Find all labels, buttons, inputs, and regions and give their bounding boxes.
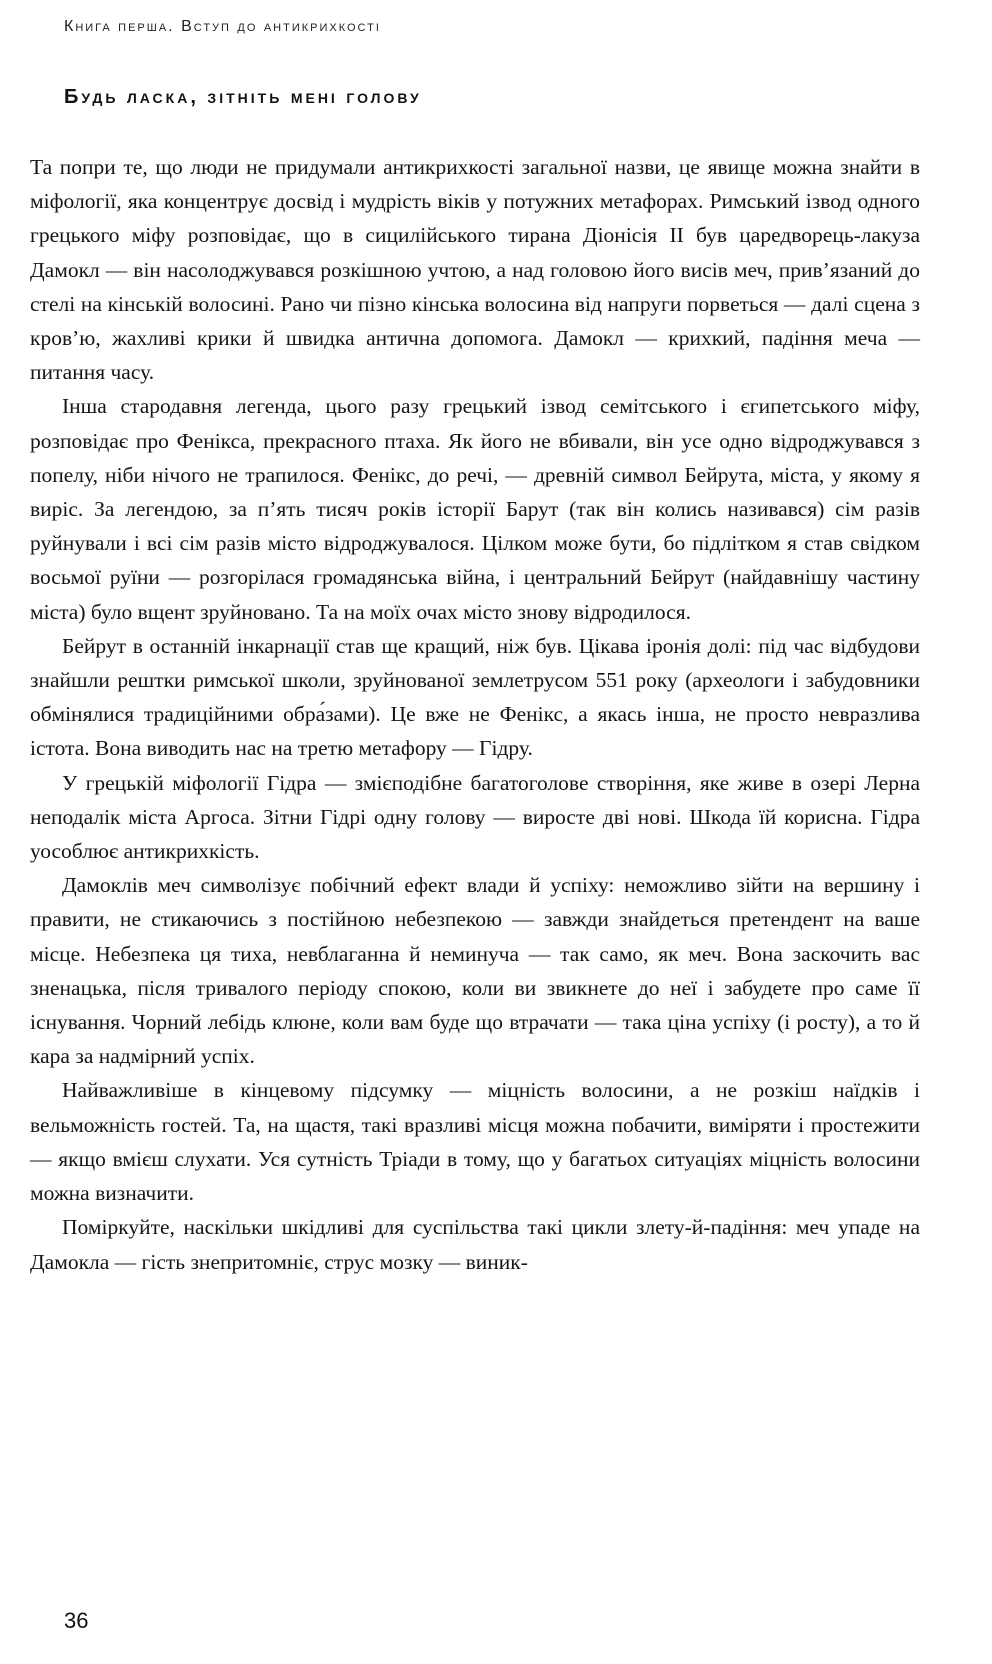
paragraph: Інша стародавня легенда, цього разу грецький ізвод семітського і єгипетського міфу, розповідає про Фенікса, прекрасного птаха. Як його не вбивали, він усе одно відроджувався з попелу, ніби нічого не трапилося. Фенікс, до речі, — древній символ Бейрута, міста, у якому я виріс. За легендою, за п’ять тисяч років історії Барут (так він колись називався) сім разів руйнували і всі сім разів місто відроджувалося. Цілком може бути, бо підлітком я став свідком восьмої руїни — розгорілася громадянська війна, і центральний Бейрут (найдавнішу частину міста) було вщент зруйновано. Та на моїх очах місто знову відродилося.: [30, 394, 920, 624]
paragraph: Бейрут в останній інкарнації став ще кращий, ніж був. Цікава іронія долі: під час відбудови знайшли рештки римської школи, зруйнованої землетрусом 551 року (археологи і забудовники обмінялися традиційними обра́зами). Це вже не Фенікс, а якась інша, не просто невразлива істота. Вона виводить нас на третю метафору — Гідру.: [30, 633, 920, 761]
section-title: Будь ласка, зітніть мені голову: [64, 86, 422, 108]
paragraph: Поміркуйте, наскільки шкідливі для суспільства такі цикли злету-й-падіння: меч упаде на Дамокла — гість знепритомніє, струс мозку — виник-: [30, 1215, 920, 1274]
paragraph: У грецькій міфології Гідра — змієподібне багатоголове створіння, яке живе в озері Лерна неподалік міста Аргоса. Зітни Гідрі одну голову — виросте дві нові. Шкода їй корисна. Гідра уособлює антикрихкість.: [30, 770, 920, 864]
paragraph: Дамоклів меч символізує побічний ефект влади й успіху: неможливо зійти на вершину і правити, не стикаючись з постійною небезпекою — завжди знайдеться претендент на ваше місце. Небезпека ця тиха, невблаганна й неминуча — так само, як меч. Вона заскочить вас зненацька, після тривалого періоду спокою, коли ви звикнете до неї і забудете про саме її існування. Чорний лебідь клюне, коли вам буде що втрачати — така ціна успіху (і росту), а то й кара за надмірний успіх.: [30, 873, 920, 1069]
running-head: Книга перша. Вступ до антикрихкості: [64, 18, 381, 35]
page-number: 36: [64, 1608, 89, 1633]
paragraph: Та попри те, що люди не придумали антикрихкості загальної назви, це явище можна знайти в міфології, яка концентрує досвід і мудрість віків у потужних метафорах. Римський ізвод одного грецького міфу розповідає, що в сицилійського тирана Діонісія II був царедворець-лакуза Дамокл — він насолоджувався розкішною учтою, а над головою його висів меч, прив’язаний до стелі на кінській волосині. Рано чи пізно кінська волосина від напруги порветься — далі сцена з кров’ю, жахливі крики й швидка антична допомога. Дамокл — крихкий, падіння меча — питання часу.: [30, 155, 920, 385]
paragraph: Найважливіше в кінцевому підсумку — міцність волосини, а не розкіш наїдків і вельможність гостей. Та, на щастя, такі вразливі місця можна побачити, виміряти і простежити — якщо вмієш слухати. Уся сутність Тріади в тому, що у багатьох ситуаціях міцність волосини можна визначити.: [30, 1078, 920, 1206]
body-text: [30, 150, 920, 1279]
